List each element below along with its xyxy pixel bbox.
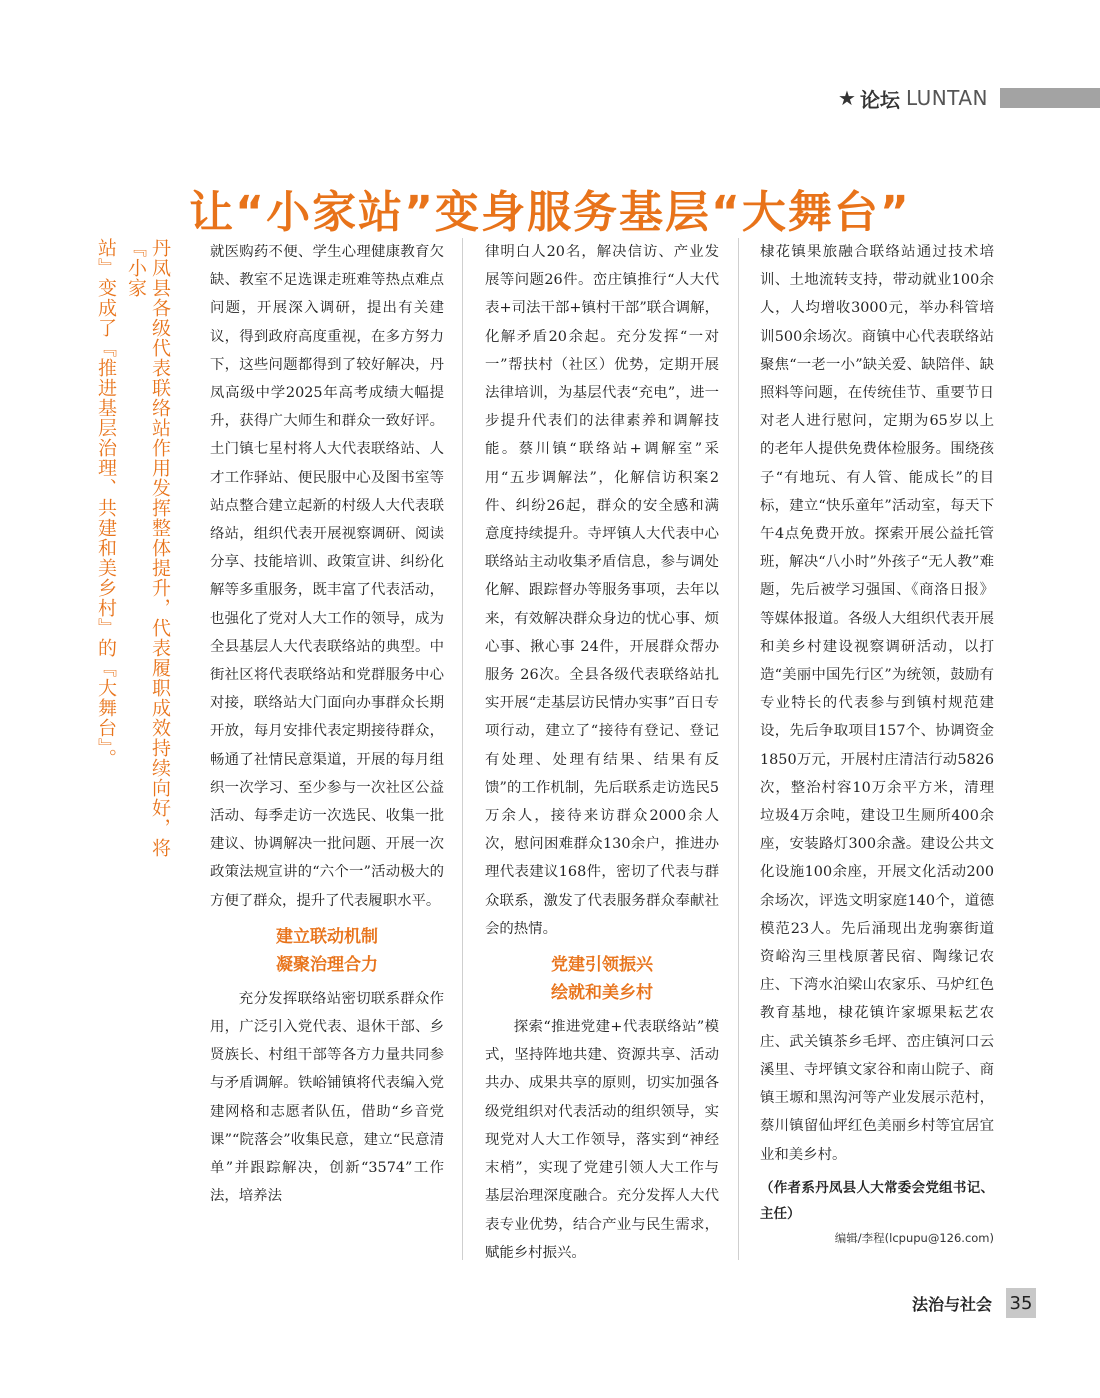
page-footer: [912, 1288, 1036, 1318]
column-divider: [462, 238, 463, 1260]
section-header: [838, 84, 1100, 112]
section-heading-line-1: 党建引领振兴: [551, 955, 653, 976]
article-title: 让“小家站”变身服务基层“大舞台”: [189, 187, 911, 238]
paragraph: 律明白人20名，解决信访、产业发展等问题26件。峦庄镇推行“人大代表+司法干部+镇村干部”联合调解，化解矛盾20余起。充分发挥“一对一”帮扶村（社区）优势，定期开展法律培训，为基层代表“充电”，进一步提升代表们的法律素养和调解技能。蔡川镇“联络站+调解室”采用“五步调解法”，化解信访积案2件、纠纷26起，群众的安全感和满意度持续提升。寺坪镇人大代表中心联络站主动收集矛盾信息，参与调处化解、跟踪督办等服务事项，去年以来，有效解决群众身边的忧心事、烦心事、揪心事 24件，开展群众帮办服务 26次。全县各级代表联络站扎实开展“走基层访民情办实事”百日专项行动，建立了“接待有登记、登记有处理、处理有结果、结果有反馈”的工作机制，先后联系走访选民5万余人，接待来访群众2000余人次，慰问困难群众130余户，推进办理代表建议168件，密切了代表与群众联系，激发了代表服务群众奉献社会的热情。: [485, 244, 719, 937]
star-icon: ★: [838, 86, 856, 110]
section-heading: [485, 951, 719, 1007]
lead-summary-line-2: 站』变成了『推进基层治理、共建和美乡村』的『大舞台』。: [95, 238, 117, 769]
paragraph: 棣花镇果旅融合联络站通过技术培训、土地流转支持，带动就业100余人，人均增收3000元，举办科管培训500余场次。商镇中心代表联络站聚焦“一老一小”缺关爱、缺陪伴、缺照料等问题，在传统佳节、重要节日对老人进行慰问，定期为65岁以上的老年人提供免费体检服务。围绕孩子“有地玩、有人管、能成长”的目标，建立“快乐童年”活动室，每天下午4点免费开放。探索开展公益托管班，解决“八小时”外孩子“无人教”难题，先后被学习强国、《商洛日报》等媒体报道。各级人大组织代表开展和美乡村建设视察调研活动，以打造“美丽中国先行区”为统领，鼓励有专业特长的代表参与到镇村规范建设，先后争取项目157个、协调资金1850万元，开展村庄清洁行动5826次，整治村容10万余平方米，清理垃圾4万余吨，建设卫生厕所400余座，安装路灯300余盏。建设公共文化设施100余座，开展文化活动200余场次，评选文明家庭140个，道德模范23人。先后涌现出龙驹寨街道资峪沟三里栈原著民宿、陶缘记农庄、下湾水泊梁山农家乐、马炉红色教育基地，棣花镇许家塬果耘艺农庄、武关镇茶乡毛坪、峦庄镇河口云溪里、寺坪镇文家谷和南山院子、商镇王塬和黑沟河等产业发展示范村，蔡川镇留仙坪红色美丽乡村等宜居宜业和美乡村。: [760, 244, 994, 1163]
lead-summary: [95, 238, 172, 878]
lead-summary-line-1: 丹凤县各级代表联络站作用发挥整体提升，代表履职成效持续向好，将『小家: [125, 238, 171, 858]
paragraph: 就医购药不便、学生心理健康教育欠缺、教室不足选课走班难等热点难点问题，开展深入调研，提出有关建议，得到政府高度重视，在多方努力下，这些问题都得到了较好解决，丹凤高级中学2025年高考成绩大幅提升，获得广大师生和群众一致好评。土门镇七星村将人大代表联络站、人才工作驿站、便民服中心及图书室等站点整合建立起新的村级人大代表联络站，组织代表开展视察调研、阅读分享、技能培训、政策宣讲、纠纷化解等多重服务，既丰富了代表活动，也强化了党对人大工作的领导，成为全县基层人大代表联络站的典型。中街社区将代表联络站和党群服务中心对接，联络站大门面向办事群众长期开放，每月安排代表定期接待群众，畅通了社情民意渠道，开展的每月组织一次学习、至少参与一次社区公益活动、每季走访一次选民、收集一批建议、协调解决一批问题、开展一次政策法规宣讲的“六个一”活动极大的方便了群众，提升了代表履职水平。: [210, 244, 444, 909]
author-note: （作者系丹凤县人大常委会党组书记、主任）: [760, 1179, 994, 1222]
text-column-1: [210, 238, 444, 1268]
page-number: 35: [1006, 1288, 1036, 1318]
section-heading: [210, 923, 444, 979]
paragraph: 探索“推进党建+代表联络站”模式，坚持阵地共建、资源共享、活动共办、成果共享的原则，切实加强各级党组织对代表活动的组织领导，实现党对人大工作领导，落实到“神经末梢”，实现了党建引领人大工作与基层治理深度融合。充分发挥人大代表专业优势，结合产业与民生需求，赋能乡村振兴。: [485, 1019, 719, 1261]
editor-credit: 编辑/李程(lcpupu@126.com): [834, 1230, 994, 1245]
magazine-name: 法治与社会: [911, 1294, 992, 1314]
section-heading-line-2: 凝聚治理合力: [276, 954, 378, 975]
paragraph: 充分发挥联络站密切联系群众作用，广泛引入党代表、退休干部、乡贤族长、村组干部等各方力量共同参与矛盾调解。铁峪铺镇将代表编入党建网格和志愿者队伍，借助“乡音党课”“院落会”收集民意，建立“民意清单”并跟踪解决，创新“3574”工作法，培养法: [210, 990, 444, 1205]
text-column-2: [485, 238, 719, 1268]
column-divider: [738, 238, 739, 1260]
section-heading-line-2: 绘就和美乡村: [551, 983, 653, 1004]
section-name-cn: 论坛: [859, 87, 900, 112]
section-heading-line-1: 建立联动机制: [276, 926, 378, 947]
header-bar: [1000, 88, 1100, 108]
text-column-3: [760, 238, 994, 1268]
section-name-en: LUNTAN: [905, 86, 988, 110]
